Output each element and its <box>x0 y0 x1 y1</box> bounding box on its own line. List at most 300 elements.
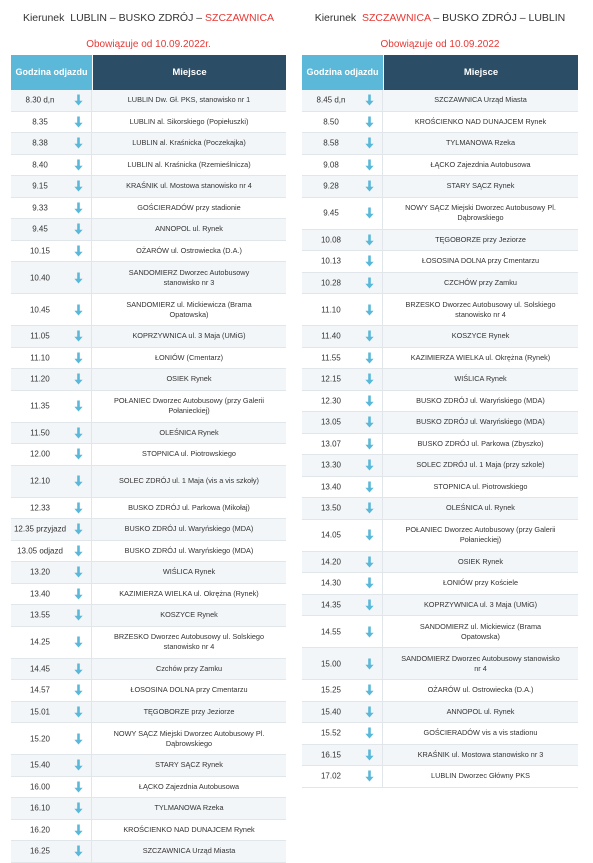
arrow-down-icon <box>74 449 83 460</box>
departure-time-cell <box>11 294 92 325</box>
departure-time-cell <box>302 498 383 519</box>
departure-time-cell <box>11 369 92 390</box>
table-row <box>11 112 286 134</box>
departure-time: 13.20 <box>29 567 51 577</box>
stop-place: BRZESKO Dworzec Autobusowy ul. Solskiego stanowisko nr 4 <box>405 299 556 319</box>
table-row <box>302 112 578 134</box>
arrow-down-icon <box>365 304 374 315</box>
table-row <box>11 155 286 177</box>
stop-place: STARY SĄCZ Rynek <box>446 181 515 191</box>
arrow-down-icon <box>365 556 374 567</box>
departure-time-cell <box>302 477 383 498</box>
departure-time-cell <box>302 112 383 133</box>
arrow-down-icon <box>74 304 83 315</box>
arrow-down-icon <box>365 749 374 760</box>
departure-time-cell <box>11 562 92 583</box>
table-row <box>11 326 286 348</box>
arrow-down-icon <box>365 728 374 739</box>
departure-time: 15.00 <box>320 659 342 668</box>
departure-time: 8.50 <box>323 117 339 127</box>
arrow-down-icon <box>74 224 83 235</box>
arrow-down-icon <box>365 395 374 406</box>
column-header-place: Miejsce <box>93 55 286 90</box>
departure-time: 11.35 <box>30 401 50 411</box>
departure-time-cell <box>11 498 92 519</box>
table-row <box>302 294 578 326</box>
table-row <box>302 520 578 552</box>
table-row <box>11 219 286 241</box>
departure-time-cell <box>11 680 92 701</box>
stop-place: CZCHÓW przy Zamku <box>444 277 517 287</box>
departure-time: 8.38 <box>32 138 48 148</box>
departure-time-cell <box>302 412 383 433</box>
arrow-down-icon <box>365 658 374 669</box>
arrow-down-icon <box>365 438 374 449</box>
stop-place: KAZIMIERZA WIELKA ul. Okrężna (Rynek) <box>119 588 259 598</box>
departure-time: 14.35 <box>320 600 342 610</box>
stop-place: KROŚCIENKO NAD DUNAJCEM Rynek <box>414 116 547 126</box>
stop-place: BUSKO ZDRÓJ ul. Waryńskiego (MDA) <box>124 545 254 555</box>
arrow-down-icon <box>74 733 83 744</box>
table-row <box>302 230 578 252</box>
departure-time-cell <box>11 241 92 262</box>
table-row <box>11 723 286 755</box>
departure-time: 16.10 <box>29 803 51 813</box>
departure-time: 15.40 <box>29 760 51 770</box>
table-row <box>302 176 578 198</box>
departure-time: 13.30 <box>320 460 342 470</box>
arrow-down-icon <box>365 138 374 149</box>
departure-time-cell <box>302 766 383 787</box>
stop-place: KAZIMIERZA WIELKA ul. Okrężna (Rynek) <box>410 352 551 362</box>
route-prefix: Kierunek <box>22 12 65 24</box>
arrow-down-icon <box>74 502 83 513</box>
departure-time-cell <box>11 798 92 819</box>
departure-time-cell <box>11 702 92 723</box>
stop-place: SOLEC ZDRÓJ ul. 1 Maja (przy szkole) <box>416 460 545 470</box>
stop-place: WIŚLICA Rynek <box>162 567 216 577</box>
stop-place: ŁOSOSINA DOLNA przy Cmentarzu <box>421 256 540 266</box>
arrow-down-icon <box>74 331 83 342</box>
table-row <box>11 348 286 370</box>
stop-place: GOŚCIERADÓW vis a vis stadionu <box>423 728 538 738</box>
stop-place: ANNOPOL ul. Rynek <box>446 706 515 716</box>
table-row <box>11 680 286 702</box>
departure-time: 13.50 <box>320 503 342 513</box>
route-title <box>302 0 578 36</box>
arrow-down-icon <box>74 588 83 599</box>
table-row <box>302 155 578 177</box>
timetable-rows <box>11 90 286 863</box>
table-row <box>11 798 286 820</box>
table-row <box>11 498 286 520</box>
stop-place: LUBLIN al. Sikorskiego (Popiełuszki) <box>129 116 249 126</box>
timetable-rows <box>302 90 578 788</box>
table-row <box>11 466 286 498</box>
table-row <box>302 133 578 155</box>
route-main: – BUSKO ZDRÓJ – LUBLIN <box>433 12 566 24</box>
stop-place: TYLMANOWA Rzeka <box>154 803 224 813</box>
arrow-down-icon <box>74 374 83 385</box>
departure-time-cell <box>302 176 383 197</box>
departure-time-cell <box>302 326 383 347</box>
timetable-lublin-szczawnica <box>11 0 286 856</box>
departure-time: 12.00 <box>29 449 51 459</box>
arrow-down-icon <box>74 202 83 213</box>
arrow-down-icon <box>74 95 83 106</box>
arrow-down-icon <box>74 824 83 835</box>
departure-time: 12.10 <box>29 476 51 486</box>
table-row <box>11 541 286 563</box>
departure-time-cell <box>11 155 92 176</box>
stop-place: OSIEK Rynek <box>166 374 212 384</box>
departure-time: 15.52 <box>320 728 342 738</box>
departure-time-cell <box>302 294 383 325</box>
arrow-down-icon <box>74 245 83 256</box>
departure-time: 8.45 d,n <box>316 95 346 105</box>
stop-place: OSIEK Rynek <box>457 556 503 566</box>
table-row <box>302 434 578 456</box>
departure-time-cell <box>302 273 383 294</box>
arrow-down-icon <box>365 181 374 192</box>
departure-time: 13.05 odjazd <box>17 546 63 556</box>
arrow-down-icon <box>365 159 374 170</box>
stop-place: NOWY SĄCZ Miejski Dworzec Autobusowy Pl. Dąbrowskiego <box>113 728 265 748</box>
departure-time-cell <box>11 326 92 347</box>
arrow-down-icon <box>74 159 83 170</box>
departure-time-cell <box>11 777 92 798</box>
stop-place: Czchów przy Zamku <box>155 663 223 673</box>
arrow-down-icon <box>74 524 83 535</box>
table-row <box>11 369 286 391</box>
stop-place: NOWY SĄCZ Miejski Dworzec Autobusowy Pl. Dąbrowskiego <box>405 203 556 222</box>
departure-time-cell <box>11 176 92 197</box>
departure-time-cell <box>11 444 92 465</box>
valid-from-notice: Obowiązuje od 10.09.2022r. <box>86 39 211 50</box>
table-row <box>11 820 286 842</box>
departure-time-cell <box>302 595 383 616</box>
arrow-down-icon <box>74 610 83 621</box>
stop-place: KOSZYCE Rynek <box>160 610 218 620</box>
stop-place: POŁANIEC Dworzec Autobusowy (przy Galerii Połanieckiej) <box>405 525 556 544</box>
table-row <box>302 477 578 499</box>
table-row <box>302 251 578 273</box>
stop-place: KOSZYCE Rynek <box>451 331 510 341</box>
departure-time: 13.40 <box>320 482 342 492</box>
arrow-down-icon <box>365 599 374 610</box>
table-row <box>302 273 578 295</box>
stop-place: BRZESKO Dworzec Autobusowy ul. Solskiego stanowisko nr 4 <box>113 632 265 651</box>
departure-time-cell <box>302 520 383 551</box>
table-row <box>11 133 286 155</box>
departure-time: 11.05 <box>30 331 50 341</box>
departure-time: 13.07 <box>320 439 342 449</box>
arrow-down-icon <box>74 706 83 717</box>
departure-time: 9.33 <box>32 203 48 213</box>
arrow-down-icon <box>365 706 374 717</box>
departure-time-cell <box>11 219 92 240</box>
table-row <box>302 369 578 391</box>
table-row <box>302 498 578 520</box>
departure-time-cell <box>11 262 92 293</box>
departure-time: 16.15 <box>320 750 342 760</box>
route-prefix: Kierunek <box>314 12 357 24</box>
stop-place: STOPNICA ul. Piotrowskiego <box>433 481 528 491</box>
departure-time-cell <box>302 133 383 154</box>
arrow-down-icon <box>365 481 374 492</box>
stop-place: SZCZAWNICA Urząd Miasta <box>434 95 527 105</box>
stop-place: POŁANIEC Dworzec Autobusowy (przy Galerii Połanieckiej) <box>113 396 265 415</box>
departure-time-cell <box>11 605 92 626</box>
stop-place: BUSKO ZDRÓJ ul. Waryńskiego (MDA) <box>416 395 545 405</box>
departure-time: 11.55 <box>321 353 341 363</box>
departure-time: 16.20 <box>29 825 51 835</box>
stop-place: SANDOMIERZ Dworzec Autobusowy stanowisko nr 3 <box>128 267 250 287</box>
route-destination: SZCZAWNICA <box>205 12 275 24</box>
departure-time-cell <box>302 369 383 390</box>
stop-place: LUBLIN al. Kraśnicka (Rzemieślnicza) <box>127 159 251 169</box>
arrow-down-icon <box>74 272 83 283</box>
stop-place: SANDOMIERZ ul. Mickiewicz (Brama Opatowska) <box>419 621 542 641</box>
departure-time-cell <box>302 251 383 272</box>
stop-place: KOPRZYWNICA ul. 3 Maja (UMiG) <box>132 331 246 341</box>
departure-time: 10.45 <box>29 305 51 314</box>
stop-place: OŻARÓW ul. Ostrowiecka (D.A.) <box>427 685 534 695</box>
table-row <box>302 616 578 648</box>
stop-place: BUSKO ZDRÓJ ul. Waryńskiego (MDA) <box>416 417 545 427</box>
arrow-down-icon <box>74 567 83 578</box>
departure-time-cell <box>302 155 383 176</box>
route-title <box>11 0 286 36</box>
table-row <box>11 519 286 541</box>
stop-place: OLEŚNICA Rynek <box>159 427 219 437</box>
arrow-down-icon <box>74 476 83 487</box>
arrow-down-icon <box>365 374 374 385</box>
departure-time-cell <box>302 198 383 229</box>
departure-time: 16.00 <box>29 782 51 792</box>
arrow-down-icon <box>365 530 374 541</box>
stop-place: BUSKO ZDRÓJ ul. Parkowa (Mikołaj) <box>128 502 250 512</box>
stop-place: SOLEC ZDRÓJ ul. 1 Maja (vis a vis szkoły) <box>119 476 259 485</box>
departure-time-cell <box>302 90 383 111</box>
departure-time: 11.10 <box>30 353 50 363</box>
table-row <box>302 348 578 370</box>
departure-time-cell <box>302 230 383 251</box>
departure-time: 12.30 <box>320 396 342 406</box>
table-row <box>11 90 286 112</box>
arrow-down-icon <box>74 181 83 192</box>
departure-time: 8.40 <box>32 160 48 170</box>
departure-time: 14.05 <box>320 530 342 540</box>
table-row <box>302 391 578 413</box>
table-row <box>11 444 286 466</box>
arrow-down-icon <box>74 663 83 674</box>
departure-time: 8.35 <box>32 117 48 127</box>
arrow-down-icon <box>365 277 374 288</box>
arrow-down-icon <box>74 138 83 149</box>
stop-place: BUSKO ZDRÓJ ul. Waryńskiego (MDA) <box>124 524 254 534</box>
stop-place: ŁĄCKO Zajezdnia Autobusowa <box>430 159 531 169</box>
departure-time-cell <box>11 584 92 605</box>
departure-time: 10.15 <box>29 246 51 256</box>
stop-place: TĘGOBORZE przy Jeziorze <box>435 234 526 244</box>
departure-time: 12.35 przyjazd <box>13 524 67 534</box>
stop-place: ŁOSOSINA DOLNA przy Cmentarzu <box>130 685 248 695</box>
arrow-down-icon <box>365 208 374 219</box>
timetable-szczawnica-lublin <box>302 0 578 781</box>
departure-time-cell <box>302 702 383 723</box>
departure-time: 11.50 <box>30 428 50 438</box>
table-row <box>302 573 578 595</box>
table-row <box>11 605 286 627</box>
arrow-down-icon <box>74 545 83 556</box>
table-row <box>11 659 286 681</box>
table-row <box>11 627 286 659</box>
departure-time-cell <box>11 348 92 369</box>
route-main: LUBLIN – BUSKO ZDRÓJ – <box>70 12 203 24</box>
table-row <box>302 595 578 617</box>
arrow-down-icon <box>365 331 374 342</box>
departure-time: 10.08 <box>320 235 342 245</box>
departure-time: 9.15 <box>32 181 48 191</box>
departure-time: 17.02 <box>320 771 342 781</box>
arrow-down-icon <box>365 234 374 245</box>
table-row <box>302 90 578 112</box>
departure-time: 11.40 <box>321 331 341 341</box>
departure-time: 10.28 <box>320 278 342 288</box>
departure-time: 14.20 <box>320 557 342 567</box>
departure-time: 15.40 <box>320 707 342 717</box>
table-row <box>11 262 286 294</box>
arrow-down-icon <box>365 256 374 267</box>
arrow-down-icon <box>365 503 374 514</box>
arrow-down-icon <box>74 637 83 648</box>
table-row <box>11 584 286 606</box>
departure-time-cell <box>11 90 92 111</box>
stop-place: KRAŚNIK ul. Mostowa stanowisko nr 4 <box>126 181 252 191</box>
table-row <box>302 648 578 680</box>
departure-time-cell <box>302 648 383 679</box>
departure-time-cell <box>11 723 92 754</box>
table-row <box>302 455 578 477</box>
arrow-down-icon <box>74 760 83 771</box>
stop-place: LUBLIN al. Kraśnicka (Poczekajka) <box>132 138 246 148</box>
arrow-down-icon <box>365 460 374 471</box>
table-row <box>11 702 286 724</box>
departure-time: 9.28 <box>323 181 339 191</box>
departure-time: 11.10 <box>321 305 341 314</box>
stop-place: TĘGOBORZE przy Jeziorze <box>143 706 235 716</box>
stop-place: STOPNICA ul. Piotrowskiego <box>142 449 236 459</box>
departure-time-cell <box>11 627 92 658</box>
arrow-down-icon <box>74 685 83 696</box>
departure-time-cell <box>302 616 383 647</box>
stop-place: LUBLIN Dworzec Główny PKS <box>431 771 530 781</box>
arrow-down-icon <box>74 427 83 438</box>
table-row <box>11 423 286 445</box>
table-row <box>302 702 578 724</box>
departure-time: 10.40 <box>29 273 51 282</box>
table-row <box>302 680 578 702</box>
arrow-down-icon <box>365 352 374 363</box>
arrow-down-icon <box>74 401 83 412</box>
table-header <box>11 55 286 90</box>
departure-time: 15.01 <box>29 707 51 717</box>
departure-time: 8.58 <box>323 138 339 148</box>
stop-place: BUSKO ZDRÓJ ul. Parkowa (Zbyszko) <box>417 438 544 448</box>
stop-place: KRAŚNIK ul. Mostowa stanowisko nr 3 <box>417 749 544 759</box>
departure-time-cell <box>302 391 383 412</box>
table-row <box>11 198 286 220</box>
departure-time-cell <box>11 466 92 497</box>
table-row <box>11 841 286 863</box>
departure-time: 14.30 <box>320 578 342 588</box>
departure-time: 13.05 <box>320 417 342 427</box>
stop-place: SANDOMIERZ Dworzec Autobusowy stanowisko nr 4 <box>401 653 560 673</box>
route-origin: SZCZAWNICA <box>362 12 431 24</box>
departure-time-cell <box>11 112 92 133</box>
arrow-down-icon <box>74 116 83 127</box>
departure-time: 13.40 <box>29 589 51 599</box>
valid-from-notice: Obowiązuje od 10.09.2022 <box>380 39 500 50</box>
table-header <box>302 55 578 90</box>
arrow-down-icon <box>74 352 83 363</box>
table-row <box>302 766 578 788</box>
stop-place: LUBLIN Dw. Gł. PKS, stanowisko nr 1 <box>127 95 251 105</box>
arrow-down-icon <box>365 95 374 106</box>
table-row <box>11 241 286 263</box>
departure-time: 8.30 d,n <box>25 95 55 105</box>
departure-time: 11.20 <box>30 374 50 384</box>
table-row <box>11 562 286 584</box>
departure-time-cell <box>11 133 92 154</box>
departure-time-cell <box>11 198 92 219</box>
departure-time: 9.08 <box>323 160 339 170</box>
stop-place: STARY SĄCZ Rynek <box>155 760 223 770</box>
column-header-time: Godzina odjazdu <box>11 55 92 90</box>
departure-time: 13.55 <box>29 610 51 620</box>
departure-time: 9.45 <box>32 224 48 234</box>
stop-place: ŁONIÓW przy Kościele <box>442 578 518 588</box>
departure-time: 9.45 <box>323 208 339 218</box>
stop-place: OLEŚNICA ul. Rynek <box>446 503 515 513</box>
departure-time-cell <box>302 348 383 369</box>
departure-time-cell <box>11 541 92 562</box>
departure-time-cell <box>11 659 92 680</box>
stop-place: TYLMANOWA Rzeka <box>445 138 516 148</box>
stop-place: KOPRZYWNICA ul. 3 Maja (UMiG) <box>423 599 538 609</box>
departure-time-cell <box>302 745 383 766</box>
departure-time-cell <box>11 755 92 776</box>
arrow-down-icon <box>74 803 83 814</box>
departure-time: 14.57 <box>29 685 51 695</box>
departure-time-cell <box>11 423 92 444</box>
arrow-down-icon <box>74 781 83 792</box>
departure-time: 14.25 <box>29 637 51 647</box>
stop-place: KROŚCIENKO NAD DUNAJCEM Rynek <box>123 824 255 834</box>
departure-time-cell <box>302 434 383 455</box>
departure-time-cell <box>302 455 383 476</box>
table-row <box>302 723 578 745</box>
stop-place: GOŚCIERADÓW przy stadionie <box>137 202 241 212</box>
table-row <box>11 777 286 799</box>
stop-place: WIŚLICA Rynek <box>454 374 507 384</box>
table-row <box>302 552 578 574</box>
departure-time: 16.25 <box>29 846 51 856</box>
arrow-down-icon <box>365 685 374 696</box>
column-header-time: Godzina odjazdu <box>302 55 383 90</box>
arrow-down-icon <box>365 417 374 428</box>
